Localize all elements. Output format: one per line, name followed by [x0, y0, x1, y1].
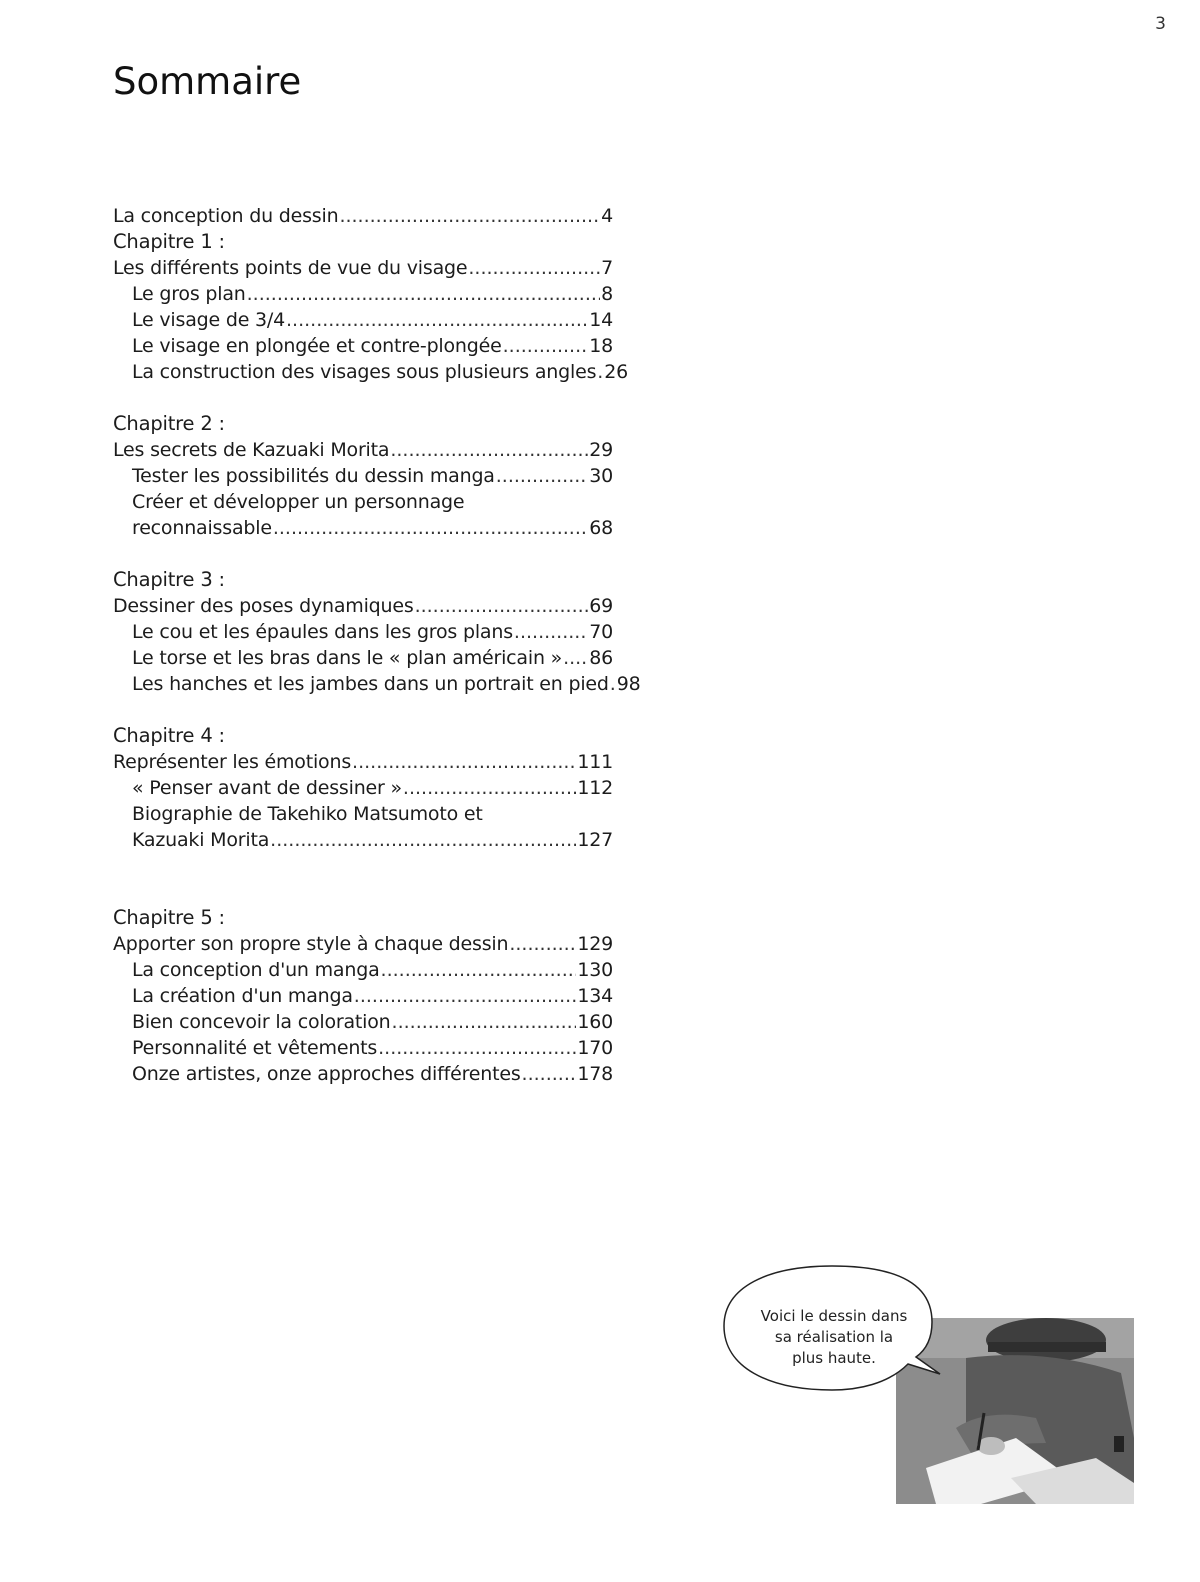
dot-leader — [392, 1009, 577, 1035]
bubble-line: Voici le dessin dans — [760, 1307, 908, 1325]
page-title: Sommaire — [113, 60, 302, 103]
toc-entry-page: 170 — [577, 1037, 613, 1059]
chapter-4-heading: Chapitre 4 : — [113, 724, 225, 747]
dot-leader — [468, 255, 600, 281]
bubble-line: sa réalisation la — [774, 1328, 894, 1346]
toc-entry-intro[interactable] — [113, 203, 613, 229]
dot-leader — [286, 307, 588, 333]
dot-leader — [354, 983, 577, 1009]
toc-entry-label: Onze artistes, onze approches différentes — [132, 1063, 521, 1085]
dot-leader — [378, 1035, 576, 1061]
dot-leader — [390, 437, 588, 463]
toc-entry[interactable] — [113, 463, 613, 489]
dot-leader — [503, 333, 589, 359]
toc-entry-label: Kazuaki Morita — [132, 829, 270, 851]
toc-entry[interactable] — [113, 1061, 613, 1087]
toc-entry-page: 69 — [589, 595, 613, 617]
toc-entry-page: 160 — [577, 1011, 613, 1033]
dot-leader — [522, 1061, 577, 1087]
toc-entry-label-line: Biographie de Takehiko Matsumoto et — [132, 803, 483, 825]
toc-entry-label: Représenter les émotions — [113, 751, 352, 773]
toc-entry-label: Les secrets de Kazuaki Morita — [113, 439, 390, 461]
table-of-contents — [113, 203, 641, 1087]
toc-entry-page: 4 — [601, 205, 613, 227]
page-number: 3 — [1155, 14, 1166, 34]
dot-leader — [415, 593, 589, 619]
toc-entry-label: Tester les possibilités du dessin manga — [132, 465, 495, 487]
dot-leader — [514, 619, 588, 645]
dot-leader — [610, 671, 616, 697]
toc-entry[interactable] — [113, 619, 613, 645]
toc-entry-label: Bien concevoir la coloration — [132, 1011, 391, 1033]
toc-entry-label: Le gros plan — [132, 283, 246, 305]
toc-entry[interactable] — [113, 671, 641, 697]
toc-entry-page: 86 — [589, 647, 613, 669]
chapter-3-heading: Chapitre 3 : — [113, 568, 225, 591]
toc-entry-chapter-3[interactable] — [113, 593, 613, 619]
toc-entry[interactable] — [113, 1035, 613, 1061]
toc-entry-label: Personnalité et vêtements — [132, 1037, 378, 1059]
toc-entry-page: 178 — [577, 1063, 613, 1085]
dot-leader — [496, 463, 588, 489]
toc-entry-chapter-5[interactable] — [113, 931, 613, 957]
dot-leader — [563, 645, 588, 671]
toc-entry-page: 68 — [589, 517, 613, 539]
toc-entry-label: « Penser avant de dessiner » — [132, 777, 402, 799]
toc-entry[interactable] — [113, 281, 613, 307]
toc-entry-page: 29 — [589, 439, 613, 461]
toc-entry-page: 8 — [601, 283, 613, 305]
toc-entry-label: La conception d'un manga — [132, 959, 380, 981]
dot-leader — [273, 515, 588, 541]
toc-entry[interactable] — [113, 333, 613, 359]
dot-leader — [352, 749, 576, 775]
dot-leader — [509, 931, 576, 957]
chapter-5-heading: Chapitre 5 : — [113, 906, 225, 929]
toc-entry-label: Le torse et les bras dans le « plan américain » — [132, 647, 563, 669]
chapter-1-heading: Chapitre 1 : — [113, 230, 225, 253]
toc-entry-label: Apporter son propre style à chaque dessin — [113, 933, 509, 955]
toc-entry-label: Dessiner des poses dynamiques — [113, 595, 414, 617]
toc-entry[interactable] — [113, 359, 629, 385]
toc-entry-page: 130 — [577, 959, 613, 981]
bubble-line: plus haute. — [792, 1349, 876, 1367]
toc-entry-page: 18 — [589, 335, 613, 357]
speech-bubble-text — [740, 1306, 928, 1369]
toc-entry-label: Les différents points de vue du visage — [113, 257, 468, 279]
dot-leader — [403, 775, 576, 801]
toc-entry[interactable] — [113, 307, 613, 333]
toc-entry-chapter-1[interactable] — [113, 255, 613, 281]
toc-entry[interactable] — [113, 983, 613, 1009]
toc-entry-label: La création d'un manga — [132, 985, 353, 1007]
toc-entry[interactable] — [113, 515, 613, 541]
toc-entry-label: Le cou et les épaules dans les gros plans — [132, 621, 513, 643]
toc-entry-page: 98 — [616, 673, 641, 695]
toc-entry-label-line: Créer et développer un personnage — [132, 491, 465, 513]
toc-entry[interactable] — [113, 645, 613, 671]
toc-entry-page: 70 — [589, 621, 613, 643]
toc-entry-label: Le visage en plongée et contre-plongée — [132, 335, 502, 357]
toc-entry-label: Le visage de 3/4 — [132, 309, 286, 331]
toc-entry[interactable] — [113, 827, 613, 853]
toc-entry-chapter-2[interactable] — [113, 437, 613, 463]
toc-entry-label: reconnaissable — [132, 517, 272, 539]
toc-entry-label: La conception du dessin — [113, 205, 339, 227]
toc-entry-page: 129 — [577, 933, 613, 955]
toc-entry[interactable] — [113, 957, 613, 983]
dot-leader — [339, 203, 600, 229]
toc-entry-page: 30 — [589, 465, 613, 487]
toc-entry-page: 111 — [577, 751, 613, 773]
toc-entry-chapter-4[interactable] — [113, 749, 613, 775]
toc-entry-page: 127 — [577, 829, 613, 851]
dot-leader — [381, 957, 577, 983]
dot-leader — [270, 827, 576, 853]
toc-entry[interactable] — [113, 775, 613, 801]
toc-entry-page: 134 — [577, 985, 613, 1007]
toc-entry[interactable] — [113, 1009, 613, 1035]
toc-entry-label: La construction des visages sous plusieurs angles — [132, 361, 597, 383]
toc-entry-page: 14 — [589, 309, 613, 331]
toc-entry-page: 112 — [577, 777, 613, 799]
dot-leader — [597, 359, 603, 385]
toc-entry-label: Les hanches et les jambes dans un portrait en pied — [132, 673, 609, 695]
chapter-2-heading: Chapitre 2 : — [113, 412, 225, 435]
dot-leader — [247, 281, 600, 307]
toc-entry-page: 26 — [604, 361, 629, 383]
toc-entry-page: 7 — [601, 257, 613, 279]
